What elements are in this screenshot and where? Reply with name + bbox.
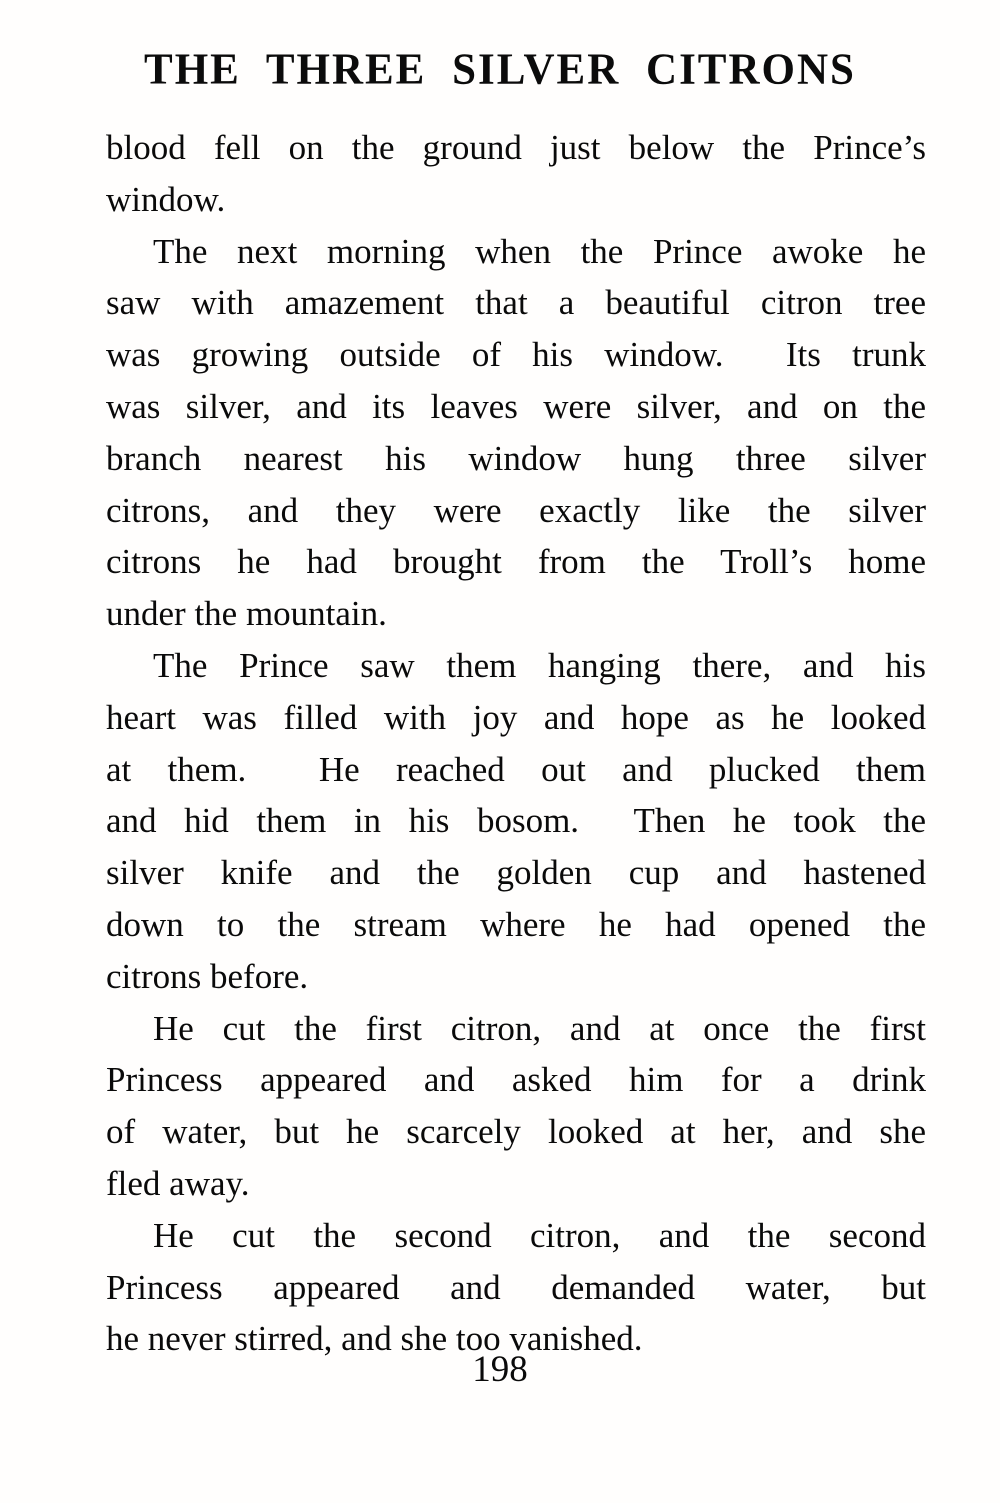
chapter-title: THE THREE SILVER CITRONS	[144, 45, 856, 94]
text-line: under the mountain.	[106, 594, 387, 634]
text-line: The next morning when the Prince awoke he	[153, 231, 926, 271]
text-line: saw with amazement that a beautiful citron tree	[106, 283, 926, 323]
text-line: silver knife and the golden cup and hastened	[106, 853, 926, 893]
body-text-block	[106, 122, 926, 1365]
text-line: of water, but he scarcely looked at her, and she	[106, 1112, 926, 1152]
text-line: citrons, and they were exactly like the silver	[106, 490, 926, 530]
text-line: citrons before.	[106, 956, 309, 996]
text-line: blood fell on the ground just below the Prince’s	[106, 128, 926, 167]
text-line: down to the stream where he had opened the	[106, 904, 926, 944]
text-line: Princess appeared and asked him for a drink	[106, 1060, 926, 1100]
text-line: branch nearest his window hung three silver	[106, 438, 926, 478]
text-line: window.	[106, 179, 226, 219]
text-line: heart was filled with joy and hope as he looked	[106, 697, 926, 737]
text-line: at them. He reached out and plucked them	[106, 749, 926, 789]
page-number: 198	[472, 1349, 528, 1390]
text-line: he never stirred, and she too vanished.	[106, 1319, 643, 1359]
text-line: citrons he had brought from the Troll’s home	[106, 542, 926, 582]
text-line: and hid them in his bosom. Then he took the	[106, 801, 926, 841]
text-line: was silver, and its leaves were silver, and on the	[106, 386, 926, 426]
text-line: fled away.	[106, 1163, 250, 1203]
text-line: He cut the first citron, and at once the first	[153, 1008, 926, 1048]
text-line: He cut the second citron, and the second	[153, 1215, 926, 1255]
text-line: Princess appeared and demanded water, but	[106, 1267, 926, 1307]
text-line: was growing outside of his window. Its trunk	[106, 335, 926, 375]
text-line: The Prince saw them hanging there, and his	[153, 645, 926, 685]
